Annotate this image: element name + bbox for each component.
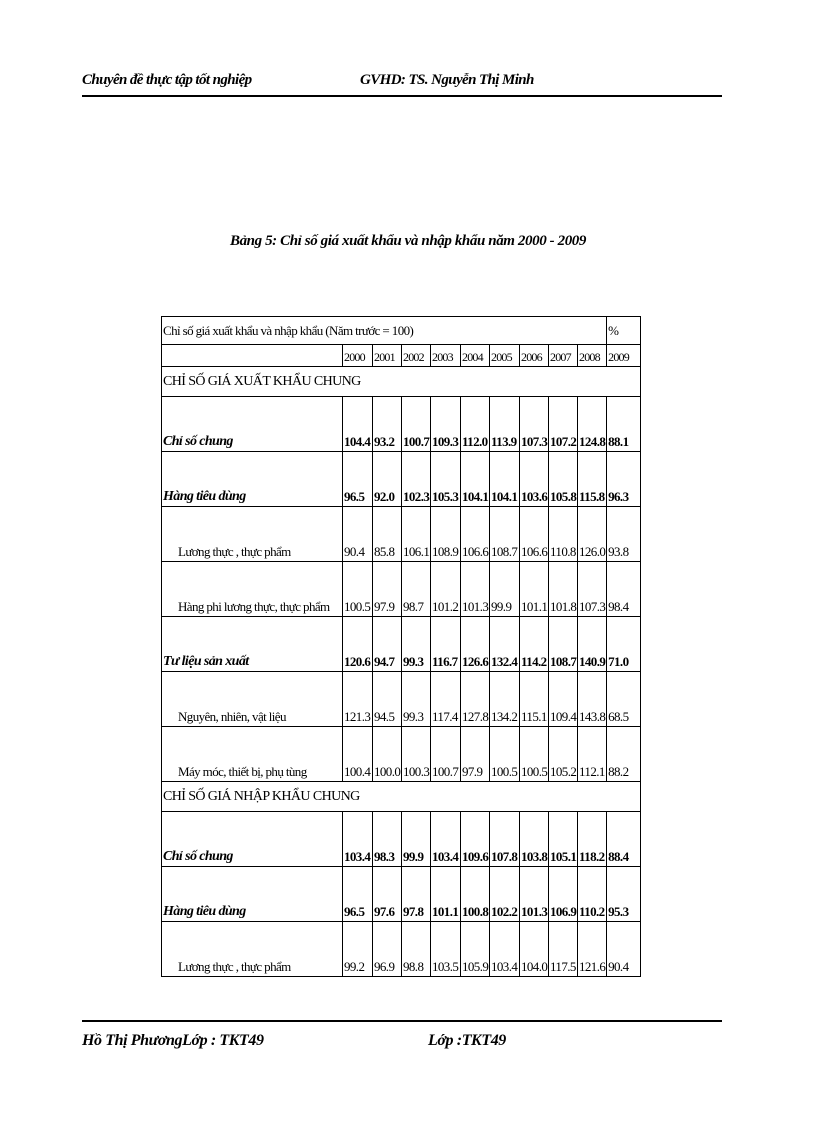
row-label: Chỉ số chung: [162, 397, 343, 452]
value-cell: 99.3: [402, 617, 431, 672]
row-label: Hàng phi lương thực, thực phẩm: [162, 562, 343, 617]
value-cell: 68.5: [607, 672, 641, 727]
value-cell: 98.4: [607, 562, 641, 617]
table-title-cell: [162, 317, 607, 345]
value-cell: 105.1: [549, 812, 578, 867]
value-cell: 85.8: [373, 507, 402, 562]
value-cell: 121.3: [343, 672, 373, 727]
table-row: [162, 617, 641, 672]
value-cell: 99.3: [402, 672, 431, 727]
value-cell: 102.3: [402, 452, 431, 507]
year-header-cell: 2004: [461, 345, 490, 367]
year-header-cell: 2000: [343, 345, 373, 367]
value-cell: 100.4: [343, 727, 373, 782]
value-cell: 109.6: [461, 812, 490, 867]
value-cell: 97.8: [402, 867, 431, 922]
value-cell: 100.5: [520, 727, 549, 782]
value-cell: 132.4: [490, 617, 520, 672]
value-cell: 102.2: [490, 867, 520, 922]
year-header-blank: [162, 345, 343, 367]
table-row: [162, 867, 641, 922]
value-cell: 105.2: [549, 727, 578, 782]
value-cell: 124.8: [578, 397, 607, 452]
value-cell: 106.6: [520, 507, 549, 562]
year-header-cell: 2001: [373, 345, 402, 367]
value-cell: 94.7: [373, 617, 402, 672]
table-row: [162, 812, 641, 867]
value-cell: 126.6: [461, 617, 490, 672]
table-row: [162, 672, 641, 727]
price-index-table: [161, 316, 641, 977]
row-label: Hàng tiêu dùng: [162, 867, 343, 922]
value-cell: 101.2: [431, 562, 461, 617]
value-cell: 116.7: [431, 617, 461, 672]
section-title: CHỈ SỐ GIÁ XUẤT KHẨU CHUNG: [162, 367, 641, 397]
value-cell: 96.5: [343, 452, 373, 507]
value-cell: 115.8: [578, 452, 607, 507]
value-cell: 108.9: [431, 507, 461, 562]
header-advisor: GVHD: TS. Nguyễn Thị Minh: [360, 72, 534, 88]
value-cell: 99.2: [343, 922, 373, 977]
unit-cell: %: [607, 317, 641, 345]
value-cell: 106.9: [549, 867, 578, 922]
table-row: [162, 727, 641, 782]
footer-class: Lớp :TKT49: [428, 1032, 506, 1049]
table-title: Chỉ số giá xuất khẩu và nhập khẩu: [163, 322, 323, 338]
value-cell: 93.8: [607, 507, 641, 562]
value-cell: 107.8: [490, 812, 520, 867]
value-cell: 100.3: [402, 727, 431, 782]
value-cell: 117.4: [431, 672, 461, 727]
value-cell: 140.9: [578, 617, 607, 672]
value-cell: 120.6: [343, 617, 373, 672]
page-header: [82, 70, 722, 97]
table-row: [162, 507, 641, 562]
value-cell: 109.3: [431, 397, 461, 452]
row-label: Lương thực , thực phẩm: [162, 922, 343, 977]
year-header-cell: 2008: [578, 345, 607, 367]
value-cell: 103.5: [431, 922, 461, 977]
value-cell: 106.1: [402, 507, 431, 562]
value-cell: 143.8: [578, 672, 607, 727]
table-caption: Bảng 5: Chỉ số giá xuất khẩu và nhập khẩu năm 2000 - 2009: [229, 233, 587, 249]
value-cell: 97.9: [461, 727, 490, 782]
value-cell: 94.5: [373, 672, 402, 727]
value-cell: 100.5: [490, 727, 520, 782]
value-cell: 109.4: [549, 672, 578, 727]
value-cell: 101.3: [520, 867, 549, 922]
value-cell: 104.0: [520, 922, 549, 977]
value-cell: 100.8: [461, 867, 490, 922]
table-row: [162, 562, 641, 617]
row-label: Lương thực , thực phẩm: [162, 507, 343, 562]
value-cell: 117.5: [549, 922, 578, 977]
table-row: [162, 397, 641, 452]
row-label: Nguyên, nhiên, vật liệu: [162, 672, 343, 727]
section-header-row: [162, 367, 641, 397]
value-cell: 93.2: [373, 397, 402, 452]
value-cell: 107.3: [578, 562, 607, 617]
value-cell: 108.7: [490, 507, 520, 562]
value-cell: 97.6: [373, 867, 402, 922]
value-cell: 105.8: [549, 452, 578, 507]
value-cell: 88.1: [607, 397, 641, 452]
table-base-note: (Năm trước = 100): [325, 322, 414, 338]
year-header-row: [162, 345, 641, 367]
value-cell: 113.9: [490, 397, 520, 452]
value-cell: 96.5: [343, 867, 373, 922]
table-row: [162, 452, 641, 507]
footer-author: Hồ Thị PhươngLớp : TKT49: [82, 1032, 264, 1049]
value-cell: 110.8: [549, 507, 578, 562]
value-cell: 104.1: [490, 452, 520, 507]
year-header-cell: 2002: [402, 345, 431, 367]
value-cell: 103.8: [520, 812, 549, 867]
row-label: Chỉ số chung: [162, 812, 343, 867]
value-cell: 103.4: [431, 812, 461, 867]
header-topic: Chuyên đề thực tập tốt nghiệp: [82, 72, 252, 88]
table-row: [162, 922, 641, 977]
year-header-cell: 2005: [490, 345, 520, 367]
value-cell: 71.0: [607, 617, 641, 672]
value-cell: 98.7: [402, 562, 431, 617]
year-header-cell: 2007: [549, 345, 578, 367]
value-cell: 100.7: [431, 727, 461, 782]
value-cell: 100.7: [402, 397, 431, 452]
value-cell: 134.2: [490, 672, 520, 727]
value-cell: 100.5: [343, 562, 373, 617]
value-cell: 104.4: [343, 397, 373, 452]
section-header-row: [162, 782, 641, 812]
table-title-row: [162, 317, 641, 345]
value-cell: 96.9: [373, 922, 402, 977]
value-cell: 103.4: [490, 922, 520, 977]
value-cell: 110.2: [578, 867, 607, 922]
value-cell: 92.0: [373, 452, 402, 507]
section-title: CHỈ SỐ GIÁ NHẬP KHẨU CHUNG: [162, 782, 641, 812]
value-cell: 114.2: [520, 617, 549, 672]
value-cell: 99.9: [490, 562, 520, 617]
value-cell: 118.2: [578, 812, 607, 867]
value-cell: 100.0: [373, 727, 402, 782]
value-cell: 97.9: [373, 562, 402, 617]
value-cell: 103.4: [343, 812, 373, 867]
value-cell: 90.4: [343, 507, 373, 562]
value-cell: 106.6: [461, 507, 490, 562]
value-cell: 103.6: [520, 452, 549, 507]
value-cell: 112.0: [461, 397, 490, 452]
value-cell: 101.1: [520, 562, 549, 617]
value-cell: 126.0: [578, 507, 607, 562]
row-label: Hàng tiêu dùng: [162, 452, 343, 507]
value-cell: 121.6: [578, 922, 607, 977]
value-cell: 112.1: [578, 727, 607, 782]
value-cell: 115.1: [520, 672, 549, 727]
value-cell: 101.1: [431, 867, 461, 922]
value-cell: 105.9: [461, 922, 490, 977]
value-cell: 108.7: [549, 617, 578, 672]
value-cell: 99.9: [402, 812, 431, 867]
value-cell: 101.8: [549, 562, 578, 617]
value-cell: 107.2: [549, 397, 578, 452]
value-cell: 95.3: [607, 867, 641, 922]
value-cell: 88.4: [607, 812, 641, 867]
value-cell: 88.2: [607, 727, 641, 782]
value-cell: 96.3: [607, 452, 641, 507]
value-cell: 104.1: [461, 452, 490, 507]
row-label: Máy móc, thiết bị, phụ tùng: [162, 727, 343, 782]
value-cell: 105.3: [431, 452, 461, 507]
page-footer: [82, 1020, 722, 1052]
value-cell: 98.3: [373, 812, 402, 867]
year-header-cell: 2006: [520, 345, 549, 367]
value-cell: 90.4: [607, 922, 641, 977]
year-header-cell: 2003: [431, 345, 461, 367]
value-cell: 107.3: [520, 397, 549, 452]
year-header-cell: 2009: [607, 345, 641, 367]
value-cell: 98.8: [402, 922, 431, 977]
value-cell: 101.3: [461, 562, 490, 617]
row-label: Tư liệu sản xuất: [162, 617, 343, 672]
value-cell: 127.8: [461, 672, 490, 727]
